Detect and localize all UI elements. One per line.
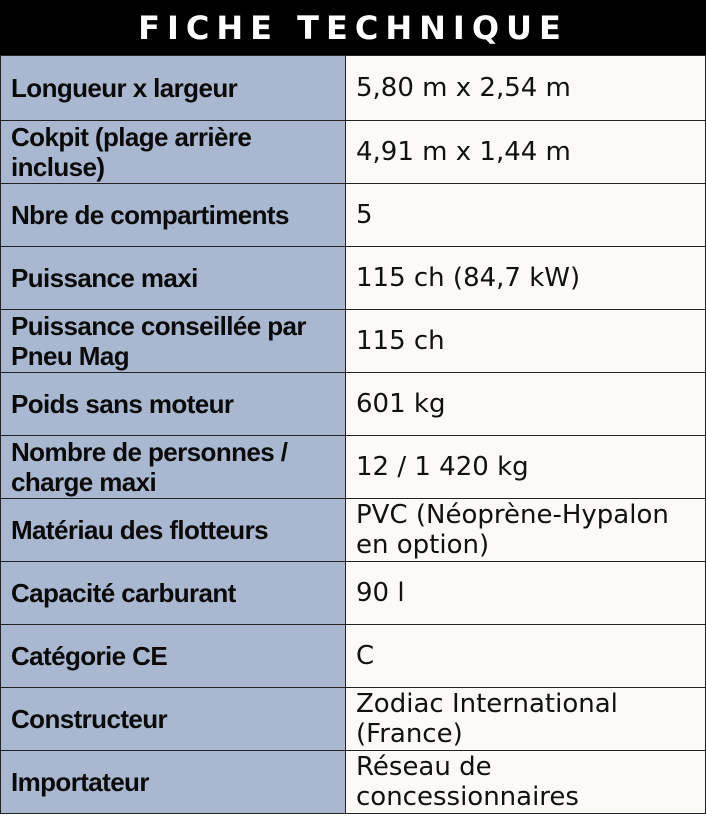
sheet-title: FICHE TECHNIQUE <box>0 0 706 55</box>
row-label: Catégorie CE <box>1 625 346 688</box>
row-value: PVC (Néoprène-Hypalon en option) <box>346 499 706 562</box>
row-value: 12 / 1 420 kg <box>346 436 706 499</box>
row-label: Longueur x largeur <box>1 56 346 121</box>
table-row <box>1 499 706 562</box>
row-value: C <box>346 625 706 688</box>
table-row <box>1 310 706 373</box>
row-label: Puissance maxi <box>1 247 346 310</box>
row-label: Importateur <box>1 751 346 814</box>
row-value: 5,80 m x 2,54 m <box>346 56 706 121</box>
row-label: Nombre de personnes / charge maxi <box>1 436 346 499</box>
table-row <box>1 247 706 310</box>
row-label: Nbre de compartiments <box>1 184 346 247</box>
row-value: 601 kg <box>346 373 706 436</box>
row-label: Constructeur <box>1 688 346 751</box>
row-label: Puissance conseillée par Pneu Mag <box>1 310 346 373</box>
row-label: Cokpit (plage arrière incluse) <box>1 121 346 184</box>
row-label: Poids sans moteur <box>1 373 346 436</box>
row-value: 4,91 m x 1,44 m <box>346 121 706 184</box>
row-value: 115 ch (84,7 kW) <box>346 247 706 310</box>
row-value: 115 ch <box>346 310 706 373</box>
row-value: Réseau de concessionnaires <box>346 751 706 814</box>
row-value: Zodiac International (France) <box>346 688 706 751</box>
table-row <box>1 56 706 121</box>
table-row <box>1 184 706 247</box>
spec-table <box>0 55 706 814</box>
row-value: 90 l <box>346 562 706 625</box>
table-row <box>1 562 706 625</box>
row-label: Capacité carburant <box>1 562 346 625</box>
row-label: Matériau des flotteurs <box>1 499 346 562</box>
table-row <box>1 688 706 751</box>
table-row <box>1 121 706 184</box>
row-value: 5 <box>346 184 706 247</box>
table-row <box>1 751 706 814</box>
table-row <box>1 436 706 499</box>
table-row <box>1 373 706 436</box>
table-row <box>1 625 706 688</box>
